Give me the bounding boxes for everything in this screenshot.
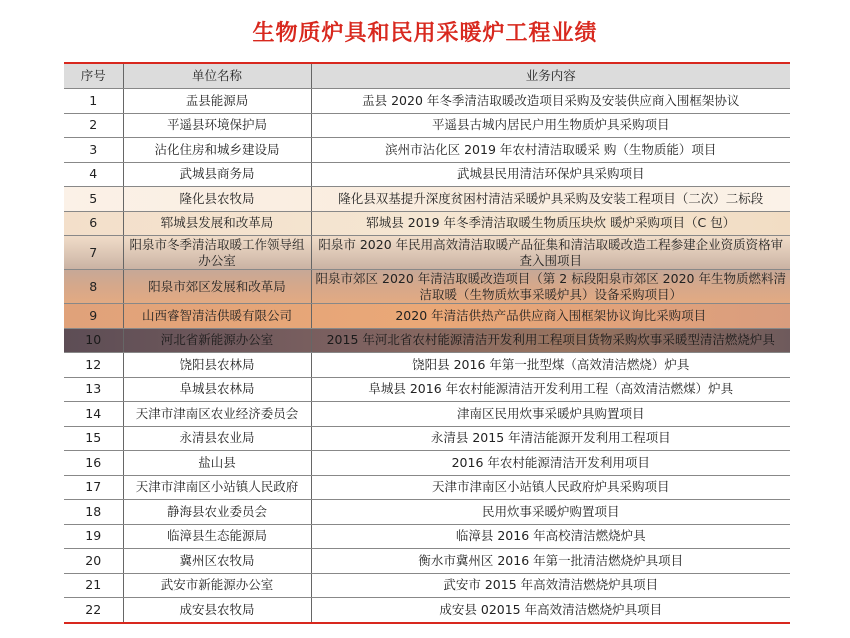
unit-name: 饶阳县农林局: [123, 353, 311, 378]
unit-name: 阳泉市冬季清洁取暖工作领导组办公室: [123, 236, 311, 270]
table-header: [64, 63, 790, 89]
table-row: [64, 598, 790, 623]
table-row: [64, 304, 790, 329]
row-number: 3: [64, 138, 123, 163]
row-number: 9: [64, 304, 123, 329]
row-number: 16: [64, 451, 123, 476]
unit-name: 静海县农业委员会: [123, 500, 311, 525]
row-number: 13: [64, 377, 123, 402]
table-row: [64, 270, 790, 304]
row-number: 14: [64, 402, 123, 427]
business-content: 2016 年农村能源清洁开发利用项目: [311, 451, 790, 476]
row-number: 20: [64, 549, 123, 574]
header-no: 序号: [64, 63, 123, 89]
row-number: 21: [64, 573, 123, 598]
unit-name: 永清县农业局: [123, 426, 311, 451]
page-title: 生物质炉具和民用采暖炉工程业绩: [252, 21, 598, 46]
row-number: 22: [64, 598, 123, 623]
table-row: [64, 162, 790, 187]
business-content: 2020 年清洁供热产品供应商入围框架协议询比采购项目: [311, 304, 790, 329]
row-number: 2: [64, 113, 123, 138]
business-content: 津南区民用炊事采暖炉具购置项目: [311, 402, 790, 427]
table-row: [64, 236, 790, 270]
business-content: 永清县 2015 年清洁能源开发利用工程项目: [311, 426, 790, 451]
unit-name: 武城县商务局: [123, 162, 311, 187]
business-content: 成安县 02015 年高效清洁燃烧炉具项目: [311, 598, 790, 623]
table-row: [64, 187, 790, 212]
unit-name: 天津市津南区小站镇人民政府: [123, 475, 311, 500]
table-row: [64, 524, 790, 549]
row-number: 15: [64, 426, 123, 451]
unit-name: 隆化县农牧局: [123, 187, 311, 212]
row-number: 12: [64, 353, 123, 378]
table-row: [64, 138, 790, 163]
row-number: 6: [64, 211, 123, 236]
business-content: 平遥县古城内居民户用生物质炉具采购项目: [311, 113, 790, 138]
business-content: 武城县民用清洁环保炉具采购项目: [311, 162, 790, 187]
table-row: [64, 402, 790, 427]
table-row: [64, 451, 790, 476]
unit-name: 河北省新能源办公室: [123, 328, 311, 353]
unit-name: 平遥县环境保护局: [123, 113, 311, 138]
table-row: [64, 475, 790, 500]
unit-name: 盐山县: [123, 451, 311, 476]
table-row: [64, 353, 790, 378]
performance-table: [64, 62, 790, 624]
table-row: [64, 573, 790, 598]
row-number: 5: [64, 187, 123, 212]
table-row: [64, 549, 790, 574]
table-row: [64, 113, 790, 138]
table-row: [64, 426, 790, 451]
business-content: 郓城县 2019 年冬季清洁取暖生物质压块炊 暖炉采购项目（C 包）: [311, 211, 790, 236]
table-row: [64, 500, 790, 525]
unit-name: 沾化住房和城乡建设局: [123, 138, 311, 163]
business-content: 天津市津南区小站镇人民政府炉具采购项目: [311, 475, 790, 500]
unit-name: 阜城县农林局: [123, 377, 311, 402]
unit-name: 冀州区农牧局: [123, 549, 311, 574]
unit-name: 武安市新能源办公室: [123, 573, 311, 598]
business-content: 阳泉市郊区 2020 年清洁取暖改造项目（第 2 标段阳泉市郊区 2020 年生物质燃料清洁取暖（生物质炊事采暖炉具）设备采购项目）: [311, 270, 790, 304]
business-content: 临漳县 2016 年高校清洁燃烧炉具: [311, 524, 790, 549]
unit-name: 成安县农牧局: [123, 598, 311, 623]
unit-name: 郓城县发展和改革局: [123, 211, 311, 236]
row-number: 17: [64, 475, 123, 500]
business-content: 阳泉市 2020 年民用高效清洁取暖产品征集和清洁取暖改造工程参建企业资质资格审查入围项目: [311, 236, 790, 270]
row-number: 7: [64, 236, 123, 270]
business-content: 阜城县 2016 年农村能源清洁开发利用工程（高效清洁燃煤）炉具: [311, 377, 790, 402]
row-number: 8: [64, 270, 123, 304]
unit-name: 临漳县生态能源局: [123, 524, 311, 549]
table-row: [64, 211, 790, 236]
business-content: 盂县 2020 年冬季清洁取暖改造项目采购及安装供应商入围框架协议: [311, 89, 790, 114]
header-unit: 单位名称: [123, 63, 311, 89]
business-content: 衡水市冀州区 2016 年第一批清洁燃烧炉具项目: [311, 549, 790, 574]
header-content: 业务内容: [311, 63, 790, 89]
table-row: [64, 328, 790, 353]
row-number: 18: [64, 500, 123, 525]
row-number: 19: [64, 524, 123, 549]
unit-name: 天津市津南区农业经济委员会: [123, 402, 311, 427]
table-row: [64, 377, 790, 402]
business-content: 滨州市沾化区 2019 年农村清洁取暖采 购（生物质能）项目: [311, 138, 790, 163]
business-content: 民用炊事采暖炉购置项目: [311, 500, 790, 525]
unit-name: 盂县能源局: [123, 89, 311, 114]
row-number: 4: [64, 162, 123, 187]
business-content: 武安市 2015 年高效清洁燃烧炉具项目: [311, 573, 790, 598]
business-content: 饶阳县 2016 年第一批型煤（高效清洁燃烧）炉具: [311, 353, 790, 378]
row-number: 1: [64, 89, 123, 114]
unit-name: 山西睿智清洁供暖有限公司: [123, 304, 311, 329]
business-content: 隆化县双基提升深度贫困村清洁采暖炉具采购及安装工程项目（二次）二标段: [311, 187, 790, 212]
row-number: 10: [64, 328, 123, 353]
unit-name: 阳泉市郊区发展和改革局: [123, 270, 311, 304]
business-content: 2015 年河北省农村能源清洁开发利用工程项目货物采购炊事采暖型清洁燃烧炉具: [311, 328, 790, 353]
table-row: [64, 89, 790, 114]
